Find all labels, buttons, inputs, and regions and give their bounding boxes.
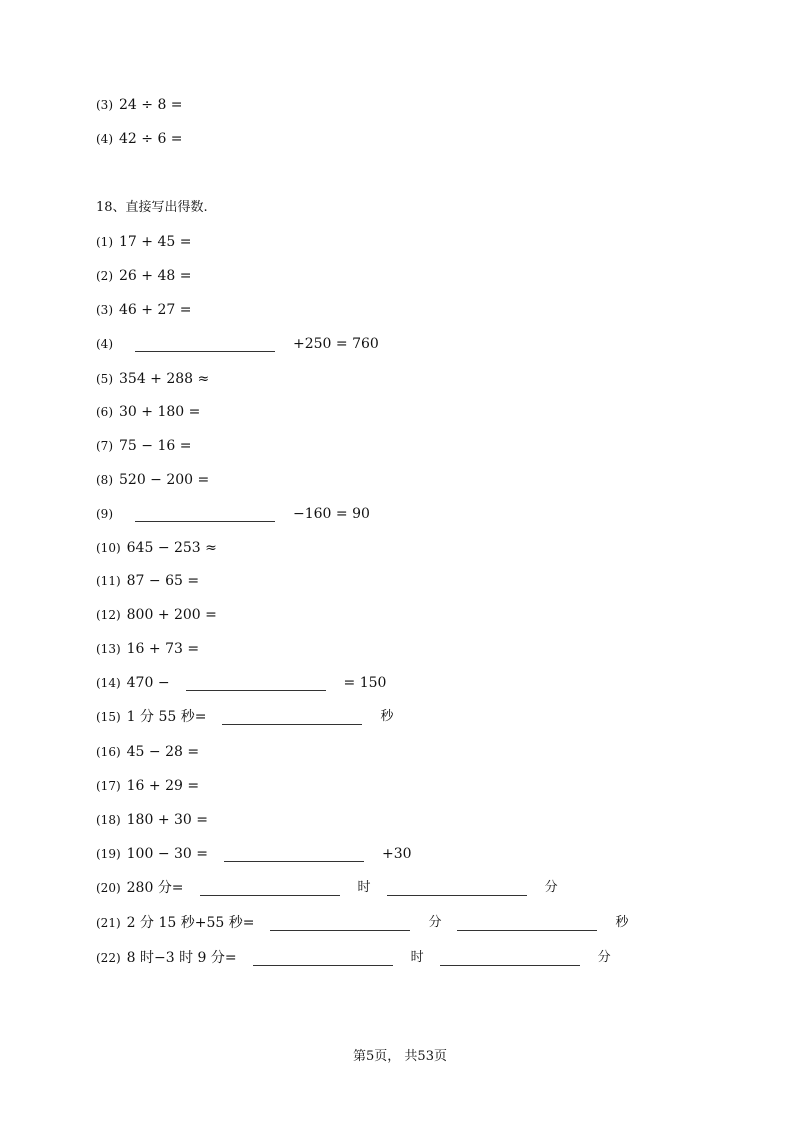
problem-expression: 645 − 253 ≈ — [126, 540, 217, 556]
problem-number: (3) — [96, 303, 113, 317]
problem-expression: 16 + 29 = — [126, 778, 200, 794]
problem-suffix: +30 — [382, 846, 412, 862]
problem-line — [96, 401, 200, 423]
answer-blank[interactable] — [457, 916, 597, 931]
answer-blank[interactable] — [135, 507, 275, 522]
problem-prefix: 100 − 30 = — [126, 846, 208, 862]
problem-number: (17) — [96, 779, 121, 793]
problem-expression: 75 − 16 = — [119, 438, 192, 454]
problem-expression: 42 ÷ 6 = — [119, 131, 183, 147]
question-title: 18、直接写出得数. — [96, 200, 208, 215]
problem-expression: 800 + 200 = — [126, 607, 217, 623]
problem-number: (4) — [96, 132, 113, 146]
problem-number: (5) — [96, 372, 113, 386]
problem-expression: 24 ÷ 8 = — [119, 97, 183, 113]
problem-number: (3) — [96, 98, 113, 112]
problem-line — [96, 604, 217, 626]
answer-blank[interactable] — [440, 951, 580, 966]
problem-line — [96, 912, 628, 934]
problem-line — [96, 299, 191, 321]
problem-prefix: 470 − — [126, 675, 170, 691]
problem-line — [96, 638, 199, 660]
problem-prefix: 280 分= — [126, 880, 184, 896]
problem-line — [96, 672, 386, 694]
problem-prefix: 1 分 55 秒= — [126, 709, 207, 725]
problem-suffix: 分 — [544, 880, 558, 895]
problem-number: (16) — [96, 745, 121, 759]
answer-blank[interactable] — [387, 881, 527, 896]
problem-line — [96, 537, 217, 559]
problem-number: (9) — [96, 507, 113, 521]
problem-number: (22) — [96, 951, 121, 965]
problem-line — [96, 128, 183, 150]
problem-middle-unit: 分 — [428, 915, 442, 930]
problem-middle-unit: 时 — [410, 950, 424, 965]
answer-blank[interactable] — [270, 916, 410, 931]
problem-expression: 520 − 200 = — [119, 472, 210, 488]
problem-line — [96, 809, 208, 831]
problem-number: (18) — [96, 813, 121, 827]
problem-line — [96, 706, 393, 728]
problem-number: (2) — [96, 269, 113, 283]
problem-suffix: 分 — [597, 950, 611, 965]
problem-line — [96, 265, 191, 287]
problem-number: (7) — [96, 439, 113, 453]
problem-number: (8) — [96, 473, 113, 487]
problem-expression: 30 + 180 = — [119, 404, 201, 420]
problem-suffix: 秒 — [380, 709, 394, 724]
problem-line — [96, 469, 209, 491]
problem-number: (15) — [96, 710, 121, 724]
answer-blank[interactable] — [222, 710, 362, 725]
problem-expression: 46 + 27 = — [119, 302, 192, 318]
problem-number: (21) — [96, 916, 121, 930]
problem-number: (4) — [96, 337, 113, 351]
problem-expression: 16 + 73 = — [126, 641, 200, 657]
problem-line — [96, 947, 611, 969]
problem-number: (11) — [96, 574, 121, 588]
answer-blank[interactable] — [186, 676, 326, 691]
problem-line — [96, 94, 183, 116]
problem-number: (20) — [96, 881, 121, 895]
problem-expression: 87 − 65 = — [126, 573, 200, 589]
problem-suffix: +250 = 760 — [293, 336, 379, 352]
problem-expression: 354 + 288 ≈ — [119, 371, 210, 387]
problem-number: (6) — [96, 405, 113, 419]
problem-suffix: = 150 — [343, 675, 387, 691]
problem-line — [96, 741, 199, 763]
problem-line — [96, 503, 370, 525]
problem-suffix: 秒 — [615, 915, 629, 930]
page-footer: 第5页， 共53页 — [353, 1049, 447, 1064]
answer-blank[interactable] — [253, 951, 393, 966]
problem-number: (12) — [96, 608, 121, 622]
problem-line — [96, 877, 558, 899]
problem-expression: 45 − 28 = — [126, 744, 200, 760]
problem-expression: 180 + 30 = — [126, 812, 208, 828]
answer-blank[interactable] — [224, 847, 364, 862]
problem-number: (10) — [96, 541, 121, 555]
problem-line — [96, 570, 199, 592]
problem-line — [96, 843, 412, 865]
problem-prefix: 8 时−3 时 9 分= — [126, 950, 237, 966]
problem-prefix: 2 分 15 秒+55 秒= — [126, 915, 255, 931]
problem-line — [96, 333, 379, 355]
problem-number: (13) — [96, 642, 121, 656]
problem-suffix: −160 = 90 — [293, 506, 370, 522]
problem-line — [96, 435, 191, 457]
problem-middle-unit: 时 — [357, 880, 371, 895]
problem-number: (1) — [96, 235, 113, 249]
problem-line — [96, 368, 209, 390]
answer-blank[interactable] — [200, 881, 340, 896]
problem-expression: 17 + 45 = — [119, 234, 192, 250]
problem-line — [96, 231, 191, 253]
problem-expression: 26 + 48 = — [119, 268, 192, 284]
problem-number: (14) — [96, 676, 121, 690]
problem-line — [96, 775, 199, 797]
answer-blank[interactable] — [135, 337, 275, 352]
problem-number: (19) — [96, 847, 121, 861]
